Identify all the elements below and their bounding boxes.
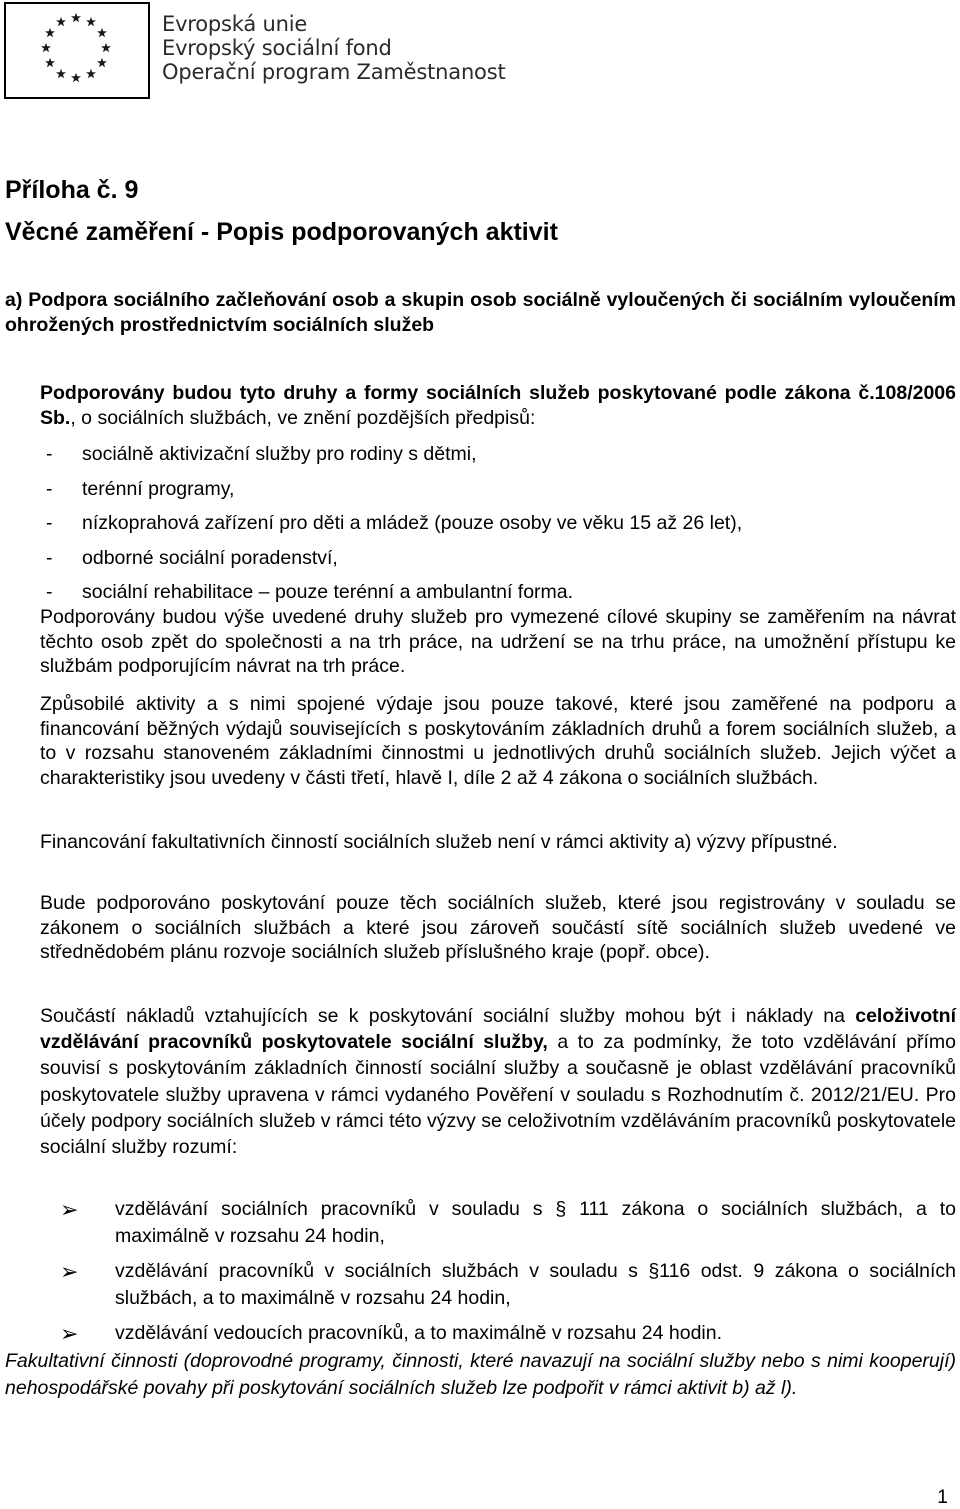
arrow-bullet-icon: ➢ [60, 1321, 79, 1346]
star-icon [97, 28, 107, 37]
list-item: ➢ vzdělávání vedoucích pracovníků, a to maximálně v rozsahu 24 hodin. [60, 1321, 723, 1346]
list-item: ➢ vzdělávání pracovníků v sociálních službách v souladu s §116 odst. 9 zákona o sociálních službách, a to maximálně v rozsahu 24 hodin, [60, 1259, 956, 1309]
logo-text [162, 12, 505, 84]
logo-line-eu: Evropská unie [162, 12, 308, 36]
dash-marker: - [46, 443, 53, 465]
list-item: ➢ vzdělávání sociálních pracovníků v souladu s § 111 zákona o sociálních službách, a to maximálně v rozsahu 24 hodin, [60, 1197, 956, 1247]
logo-line-esf: Evropský sociální fond [162, 36, 392, 60]
star-icon [45, 28, 55, 37]
list-item: - sociálně aktivizační služby pro rodiny s dětmi, [40, 441, 742, 476]
lifelong-learning-bold: celoživotní vzdělávání pracovníků poskytovatele sociální služby, [40, 1005, 956, 1054]
star-icon [101, 43, 111, 52]
training-list [60, 1196, 956, 1347]
star-icon [86, 17, 96, 26]
list-item: - odborné sociální poradenství, [40, 545, 742, 580]
star-icon [56, 69, 66, 78]
paragraph-eligible-activities: Způsobilé aktivity a s nimi spojené výdaje jsou pouze takové, které jsou zaměřené na podporu a financování běžných výdajů souvisejících s poskytováním základních druhů a forem sociálních služeb, a to v rozsahu stanoveném základními činnostmi u jednotlivých druhů sociálních služeb. Jejich výčet a charakteristiky jsou uvedeny v části třetí, hlavě I, díle 2 až 4 zákona o sociálních službách. [40, 693, 956, 790]
dash-marker: - [46, 546, 53, 569]
paragraph-target-groups: Podporovány budou výše uvedené druhy služeb pro vymezené cílové skupiny se zaměřením na návrat těchto osob zpět do společnosti a na trh práce, na udržení se na trhu práce, na umožnění přístupu ke službám podporujícím návrat na trh práce. [40, 606, 956, 678]
star-icon [71, 13, 81, 22]
dash-marker: - [46, 581, 53, 603]
optional-activities-note: Fakultativní činnosti (doprovodné programy, činnosti, které navazují na sociální služby nebo s nimi kooperují) nehospodářské povahy při poskytování sociálních služeb lze podpořit v rámci aktivit b) až l). [5, 1350, 956, 1399]
arrow-bullet-icon: ➢ [60, 1197, 79, 1222]
intro-bold: Podporovány budou tyto druhy a formy sociálních služeb poskytované podle zákona č.108/2006 Sb. [40, 382, 956, 429]
eu-flag-logo [4, 2, 150, 99]
section-a-intro [40, 381, 956, 430]
list-item: - nízkoprahová zařízení pro děti a mládež (pouze osoby ve věku 15 až 26 let), [40, 510, 742, 545]
paragraph-optional-activities: Financování fakultativních činností sociálních služeb není v rámci aktivity a) výzvy přípustné. [40, 831, 838, 853]
list-item: - sociální rehabilitace – pouze terénní a ambulantní forma. [40, 579, 742, 614]
list-item: - terénní programy, [40, 476, 742, 511]
page-number: 1 [937, 1486, 948, 1508]
dash-marker: - [46, 477, 53, 500]
document-title: Věcné zaměření - Popis podporovaných aktivit [5, 218, 558, 246]
dash-marker: - [46, 512, 53, 534]
logo-line-op: Operační program Zaměstnanost [162, 60, 506, 84]
star-icon [86, 69, 96, 78]
appendix-title: Příloha č. 9 [5, 176, 139, 204]
service-types-list [40, 441, 742, 614]
star-icon [97, 58, 107, 67]
arrow-bullet-icon: ➢ [60, 1259, 79, 1284]
star-icon [71, 73, 81, 82]
paragraph-lifelong-learning: Součástí nákladů vztahujících se k poskytování sociální služby mohou být i náklady na celoživotní vzdělávání pracovníků poskytovatele sociální služby, a to za podmínky, že toto vzdělávání přímo souvisí s poskytováním základních činností sociální služby a současně je oblast vzdělávání pracovníků poskytovatele služby upravena v rámci vydaného Pověření v souladu s Rozhodnutím č. 2012/21/EU. Pro účely podpory sociálních služeb v rámci této výzvy se celoživotním vzděláváním pracovníků poskytovatele sociální služby rozumí: [40, 1005, 957, 1159]
intro-rest: , o sociálních službách, ve znění pozdějších předpisů: [70, 406, 536, 429]
paragraph-registered-services: Bude podporováno poskytování pouze těch sociálních služeb, které jsou registrovány v souladu se zákonem o sociálních službách a které jsou zároveň součástí sítě sociálních služeb uvedené ve střednědobém plánu rozvoje sociálních služeb příslušného kraje (popř. obce). [40, 892, 956, 964]
star-icon [41, 43, 51, 52]
section-a-title: a) Podpora sociálního začleňování osob a skupin osob sociálně vyloučených či sociálním vyloučením ohrožených prostřednictvím sociálních služeb [5, 289, 956, 336]
eu-stars-icon [6, 4, 148, 97]
star-icon [56, 17, 66, 26]
star-icon [45, 58, 55, 67]
